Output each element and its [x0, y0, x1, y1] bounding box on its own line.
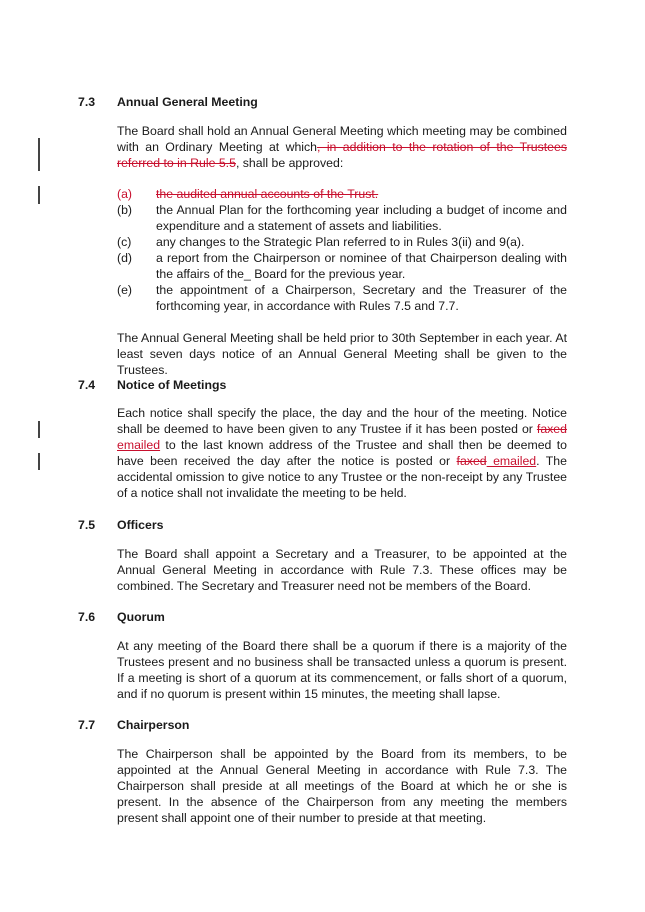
- section-title: Chairperson: [117, 718, 190, 732]
- list-label: (a): [117, 187, 133, 201]
- list-label: (e): [117, 283, 133, 297]
- section-7-3-intro: [117, 123, 567, 171]
- list-item-d: [117, 250, 567, 282]
- body-text: to the last known address of the Trustee and shall then be deemed to have been received the day after the notice is posted or: [117, 438, 567, 468]
- section-title: Notice of Meetings: [117, 378, 227, 392]
- section-number: 7.5: [78, 518, 96, 532]
- list-label: (d): [117, 251, 133, 265]
- change-bar: [38, 453, 40, 470]
- section-title: Officers: [117, 518, 164, 532]
- inserted-text: emailed: [486, 454, 537, 468]
- list-item-e: [117, 282, 567, 314]
- list-label: (b): [117, 203, 133, 217]
- body-text: Each notice shall specify the place, the day and the hour of the meeting. Notice shall be deemed to have been given to any Trustee if it has been posted or: [117, 406, 567, 436]
- section-7-6-body: At any meeting of the Board there shall be a quorum if there is a majority of the Trustees present and no business shall be transacted unless a quorum is present. If a meeting is short of a quorum at its commencement, or falls short of a quorum, and if no quorum is present within 15 minutes, the meeting shall lapse.: [117, 639, 567, 701]
- list-text: the Annual Plan for the forthcoming year including a budget of income and expenditure and a statement of assets and liabilities.: [156, 203, 567, 233]
- section-7-7-body: The Chairperson shall be appointed by the Board from its members, to be appointed at the Annual General Meeting in accordance with Rule 7.3. The Chairperson shall preside at all meetings of the Board at which he or she is present. In the absence of the Chairperson from any meeting the members present shall appoint one of their number to preside at that meeting.: [117, 747, 567, 825]
- section-7-5-body: The Board shall appoint a Secretary and a Treasurer, to be appointed at the Annual General Meeting in accordance with Rule 7.3. These offices may be combined. The Secretary and Treasurer need not be members of the Board.: [117, 547, 567, 593]
- deleted-text: faxed: [536, 422, 567, 436]
- intro-text-end: , shall be approved:: [235, 156, 344, 170]
- section-number: 7.3: [78, 95, 96, 109]
- section-number: 7.4: [78, 378, 96, 392]
- change-bar: [38, 138, 40, 171]
- intro-text: The Board shall hold an Annual General Meeting which meeting may be combined with an Ordinary Meeting at which: [117, 124, 567, 154]
- section-7-3-list: [117, 186, 567, 314]
- list-label: (c): [117, 235, 132, 249]
- list-item-a: [117, 186, 567, 202]
- section-number: 7.7: [78, 718, 96, 732]
- list-text: the audited annual accounts of the Trust.: [156, 187, 379, 201]
- list-item-c: [117, 234, 567, 250]
- section-title: Annual General Meeting: [117, 95, 258, 109]
- body-text: . The accidental omission to give notice to any Trustee or the non-receipt by any Trustee of a notice shall not invalidate the meeting to be held.: [117, 454, 567, 500]
- list-text: a report from the Chairperson or nominee of that Chairperson dealing with the affairs of the_ Board for the previous year.: [156, 251, 567, 281]
- section-number: 7.6: [78, 610, 96, 624]
- list-text: any changes to the Strategic Plan referred to in Rules 3(ii) and 9(a).: [156, 235, 525, 249]
- deleted-text: faxed: [456, 454, 487, 468]
- section-title: Quorum: [117, 610, 165, 624]
- change-bar: [38, 421, 40, 438]
- section-7-4-body: [117, 405, 567, 501]
- list-text: the appointment of a Chairperson, Secretary and the Treasurer of the forthcoming year, in accordance with Rules 7.5 and 7.7.: [156, 283, 567, 313]
- inserted-text: emailed: [117, 438, 161, 452]
- section-7-3-closing: The Annual General Meeting shall be held prior to 30th September in each year. At least seven days notice of an Annual General Meeting shall be given to the Trustees.: [117, 331, 567, 377]
- change-bar: [38, 186, 40, 204]
- deleted-text: , in addition to the rotation of the Trustees referred to in Rule 5.5: [117, 140, 567, 170]
- list-item-b: [117, 202, 567, 234]
